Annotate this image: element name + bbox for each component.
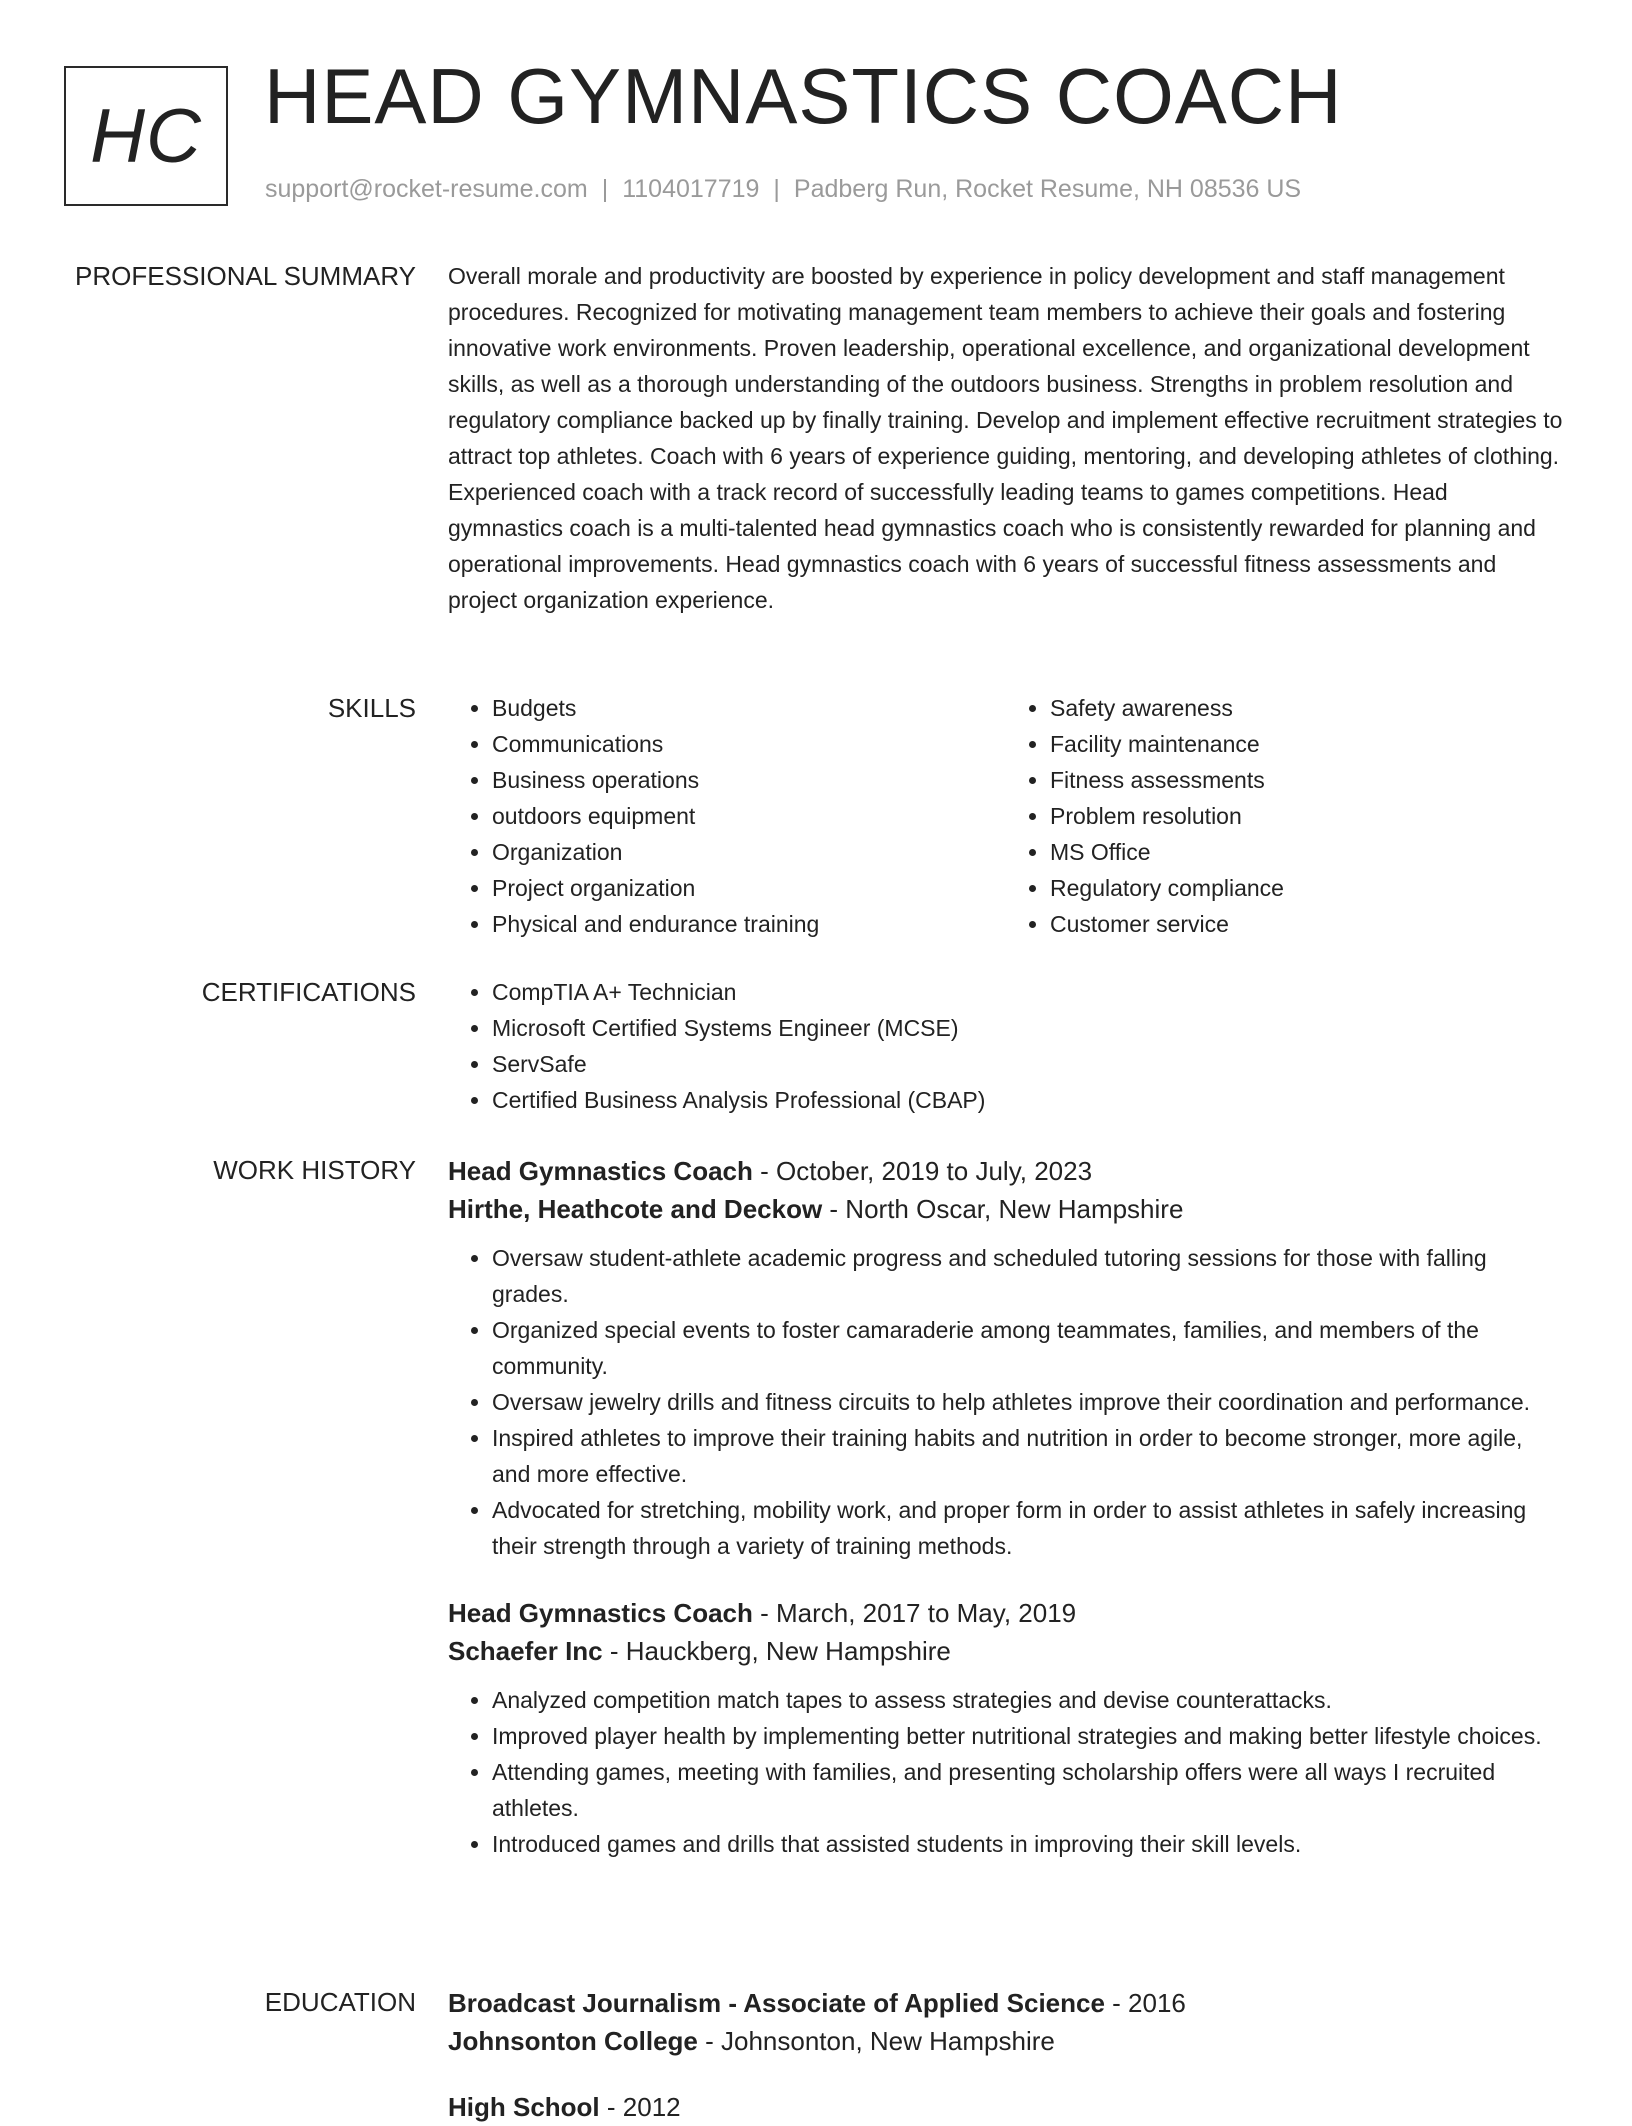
certification-item: • Microsoft Certified Systems Engineer (MCSE): [492, 1010, 1564, 1046]
education-year: - 2016: [1104, 1988, 1186, 2018]
skills-list-left: [448, 690, 1006, 942]
job-bullet: • Advocated for stretching, mobility work, and proper form in order to assist athletes in safely increasing their strength through a variety of training methods.: [492, 1492, 1564, 1564]
job-location: - Hauckberg, New Hampshire: [602, 1636, 951, 1666]
contact-line: [265, 175, 1301, 204]
job-bullet: • Organized special events to foster camaraderie among teammates, families, and members of the community.: [492, 1312, 1564, 1384]
job-company-line: [448, 1632, 1564, 1670]
contact-phone[interactable]: 1104017719: [622, 175, 760, 203]
monogram-box: [64, 66, 228, 206]
certification-item: • ServSafe: [492, 1046, 1564, 1082]
education-body: [448, 1984, 1564, 2126]
job-dates: - October, 2019 to July, 2023: [752, 1156, 1093, 1186]
skills-columns: [448, 690, 1564, 942]
job-heading: [448, 1152, 1564, 1190]
job-bullet: • Oversaw student-athlete academic progress and scheduled tutoring sessions for those with falling grades.: [492, 1240, 1564, 1312]
job-bullet: • Inspired athletes to improve their training habits and nutrition in order to become stronger, more agile, and more effective.: [492, 1420, 1564, 1492]
skill-item: • Budgets: [492, 690, 1006, 726]
education-location: - Johnsonton, New Hampshire: [697, 2026, 1055, 2056]
section-title-work-history: WORK HISTORY: [213, 1155, 416, 1185]
education-degree-line: [448, 1984, 1564, 2022]
education-school-line: [448, 2022, 1564, 2060]
contact-email[interactable]: support@rocket-resume.com: [265, 175, 588, 203]
skill-item: • Business operations: [492, 762, 1006, 798]
skill-item: • Organization: [492, 834, 1006, 870]
job-bullets: [448, 1682, 1564, 1862]
job-entry: [448, 1594, 1564, 1862]
skill-item: • outdoors equipment: [492, 798, 1006, 834]
education-degree-line: [448, 2088, 1564, 2126]
job-bullet: • Analyzed competition match tapes to assess strategies and devise counterattacks.: [492, 1682, 1564, 1718]
job-location: - North Oscar, New Hampshire: [822, 1194, 1184, 1224]
skill-item: • MS Office: [1050, 834, 1564, 870]
section-title-skills: SKILLS: [327, 693, 416, 723]
skill-item: • Fitness assessments: [1050, 762, 1564, 798]
job-dates: - March, 2017 to May, 2019: [752, 1598, 1077, 1628]
job-bullet: • Introduced games and drills that assisted students in improving their skill levels.: [492, 1826, 1564, 1862]
education-degree: High School: [448, 2092, 600, 2122]
skill-item: • Safety awareness: [1050, 690, 1564, 726]
contact-address: Padberg Run, Rocket Resume, NH 08536 US: [793, 175, 1302, 203]
skills-list-right: [1006, 690, 1564, 942]
certifications-list: [448, 974, 1564, 1118]
job-bullets: [448, 1240, 1564, 1564]
section-title-summary: PROFESSIONAL SUMMARY: [75, 261, 416, 291]
job-company: Hirthe, Heathcote and Deckow: [448, 1194, 823, 1224]
job-bullet: • Attending games, meeting with families, and presenting scholarship offers were all ways I recruited athletes.: [492, 1754, 1564, 1826]
skill-item: • Facility maintenance: [1050, 726, 1564, 762]
job-company: Schaefer Inc: [448, 1636, 603, 1666]
education-school: Johnsonton College: [448, 2026, 698, 2056]
section-title-certifications: CERTIFICATIONS: [201, 977, 416, 1007]
education-year: - 2012: [599, 2092, 681, 2122]
skill-item: • Problem resolution: [1050, 798, 1564, 834]
skill-item: • Physical and endurance training: [492, 906, 1006, 942]
job-bullet: • Oversaw jewelry drills and fitness circuits to help athletes improve their coordination and performance.: [492, 1384, 1564, 1420]
skill-item: • Customer service: [1050, 906, 1564, 942]
job-role: Head Gymnastics Coach: [448, 1598, 753, 1628]
summary-text: Overall morale and productivity are boosted by experience in policy development and staff management procedures. Recognized for motivating management team members to achieve their goals and fostering innovative work environments. Proven leadership, operational excellence, and organizational development skills, as well as a thorough understanding of the outdoors business. Strengths in problem resolution and regulatory compliance backed up by finally training. Develop and implement effective recruitment strategies to attract top athletes. Coach with 6 years of experience guiding, mentoring, and developing athletes of clothing. Experienced coach with a track record of successfully leading teams to games competitions. Head gymnastics coach is a multi-talented head gymnastics coach who is consistently rewarded for planning and operational improvements. Head gymnastics coach with 6 years of successful fitness assessments and project organization experience.: [448, 263, 1563, 613]
job-entry: [448, 1152, 1564, 1564]
monogram-initials: HC: [90, 93, 202, 179]
skill-item: • Regulatory compliance: [1050, 870, 1564, 906]
certification-item: • Certified Business Analysis Professional (CBAP): [492, 1082, 1564, 1118]
education-degree: Broadcast Journalism - Associate of Applied Science: [448, 1988, 1105, 2018]
certifications-body: [448, 974, 1564, 1118]
work-history-body: [448, 1152, 1564, 1862]
contact-separator: |: [773, 175, 780, 203]
candidate-title: HEAD GYMNASTICS COACH: [264, 52, 1343, 140]
job-heading: [448, 1594, 1564, 1632]
skill-item: • Project organization: [492, 870, 1006, 906]
section-title-education: EDUCATION: [264, 1987, 416, 2017]
job-role: Head Gymnastics Coach: [448, 1156, 753, 1186]
certification-item: • CompTIA A+ Technician: [492, 974, 1564, 1010]
skill-item: • Communications: [492, 726, 1006, 762]
job-company-line: [448, 1190, 1564, 1228]
contact-separator: |: [601, 175, 609, 203]
job-bullet: • Improved player health by implementing better nutritional strategies and making better lifestyle choices.: [492, 1718, 1564, 1754]
